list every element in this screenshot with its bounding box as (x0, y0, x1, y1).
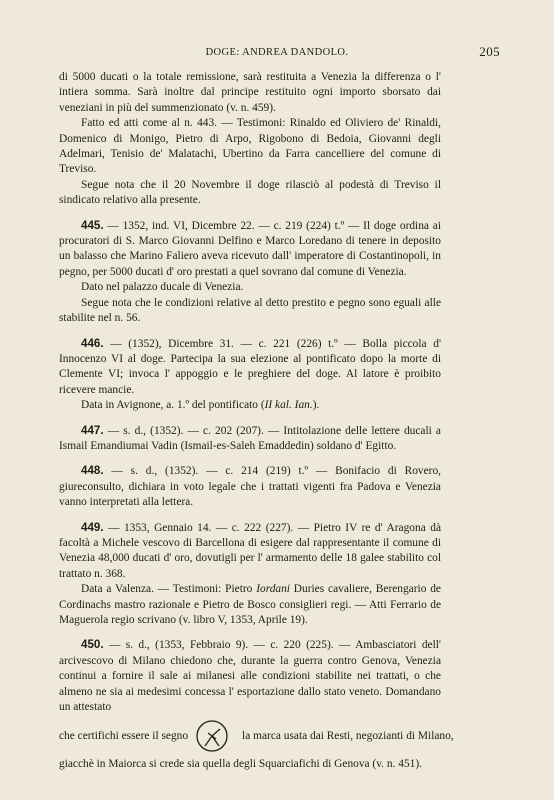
page-header (60, 44, 500, 63)
entry-text: — s. d., (1352). — c. 214 (219) t.º — Bonifacio di Rovero, giureconsulto, dichiara in voto legale che i trattati vigenti fra Padova e Venezia vanno interpretati alla lettera. (59, 465, 441, 509)
entry-text: — s. d., (1353, Febbraio 9). — c. 220 (225). — Ambasciatori dell' arcivescovo di Milano chiedono che, durante la guerra contro Genova, Venezia continui a fornire il sale ai milanesi alle condizioni stabilite nei trattati, o che almeno ne sia ai medesimi concessa l' esportazione dallo stato veneto. Domandano un attestato (59, 639, 441, 714)
entry-448 (59, 463, 441, 510)
merchant-mark-icon (194, 718, 230, 754)
entry-number: 446. (81, 336, 104, 350)
intro-paragraph-3: Segue nota che il 20 Novembre il doge rilasciò al podestà di Treviso il sindicato relativo alla presente. (59, 178, 441, 207)
entry-text: — s. d., (1352). — c. 202 (207). — Intitolazione delle lettere ducali a Ismail Emandiumai Vadin (Ismail-es-Saleh Emaddedin) soldano d' Egitto. (59, 424, 441, 452)
entry-witness-line (59, 582, 441, 628)
witness-suffix: Duries cavaliere, Berengario de Cordinachs mastro razionale e Pietro de Bosco consiglieri regi. — Atti Ferrario de Maguerola regio scrivano (v. libro V, 1353, Aprile 19). (59, 583, 441, 626)
entry-number: 448. (81, 464, 104, 478)
entry-447 (59, 423, 441, 455)
page-number: 205 (479, 44, 500, 59)
date-prefix: Data in Avignone, a. 1.º del pontificato ( (81, 399, 265, 412)
entry-446 (59, 336, 441, 399)
entry-number: 450. (81, 638, 104, 652)
entry-text: — 1352, ind. VI, Dicembre 22. — c. 219 (224) t.º — Il doge ordina ai procuratori di S. Marco Giovanni Delfino e Marco Loredano di tenere in deposito un balasso che Marino Faliero aveva ricevuto dall' imperatore di Costantinopoli, in pegno, per 5000 ducati d' oro prestati a quel sovrano dal comune di Venezia. (59, 219, 441, 278)
intro-paragraph-2: Fatto ed atti come al n. 443. — Testimoni: Rinaldo ed Oliviero de' Rinaldi, Domenico di Monigo, Pietro di Arpo, Rigobono di Bedoia, Giovanni degli Adelmari, Tenisio de' Malatachi, Ubertino da Farra cancelliere del comune di Treviso. (59, 117, 441, 176)
entry-closing: giacchè in Maiorca si crede sia quella degli Squarciafichi di Genova (v. n. 451). (59, 758, 422, 771)
page-body (59, 70, 454, 773)
entry-number: 449. (81, 520, 104, 534)
witness-italic: Iordani (256, 583, 290, 596)
witness-prefix: Data a Valenza. — Testimoni: Pietro (81, 583, 257, 596)
date-suffix: ). (312, 399, 320, 412)
entry-note: Segue nota che le condizioni relative al detto prestito e pegno sono eguali alle stabilite nel n. 56. (59, 296, 441, 325)
mark-line (59, 718, 454, 754)
running-title: DOGE: ANDREA DANDOLO. (205, 47, 349, 58)
entry-text: — (1352), Dicembre 31. — c. 221 (226) t.º — Bolla piccola d' Innocenzo VI al doge. Partecipa la sua elezione al pontificato dopo la morte di Clemente VI; invoca l' appoggio e le preghiere del doge. Al latore è proibito ricevere mancie. (59, 337, 441, 396)
mark-after-text: la marca usata dai Resti, negozianti di Milano, (242, 729, 454, 742)
entry-445 (59, 218, 441, 281)
entry-note: Dato nel palazzo ducale di Venezia. (81, 281, 244, 294)
entry-449 (59, 520, 441, 583)
entry-number: 447. (81, 423, 104, 437)
entry-text: — 1353, Gennaio 14. — c. 222 (227). — Pietro IV re d' Aragona dà facoltà a Michele vescovo di Barcellona di esigere dal rappresentante il comune di Venezia 48,000 ducati d' oro, dovutigli per l' armamento delle 18 galee stabilito col trattato n. 368. (59, 521, 441, 580)
mark-before-text: che certifichi essere il segno (59, 729, 189, 742)
date-italic: II kal. Ian. (264, 399, 313, 412)
entry-450 (59, 637, 441, 715)
entry-date-line (59, 398, 441, 413)
entry-number: 445. (81, 218, 104, 232)
intro-paragraph-1: di 5000 ducati o la totale remissione, sarà restituita a Venezia la differenza o l' intiera somma. Sarà inoltre dal principe restituito ogni importo sborsato dai veneziani in più del summenzionato (v. n. 459). (59, 71, 441, 114)
